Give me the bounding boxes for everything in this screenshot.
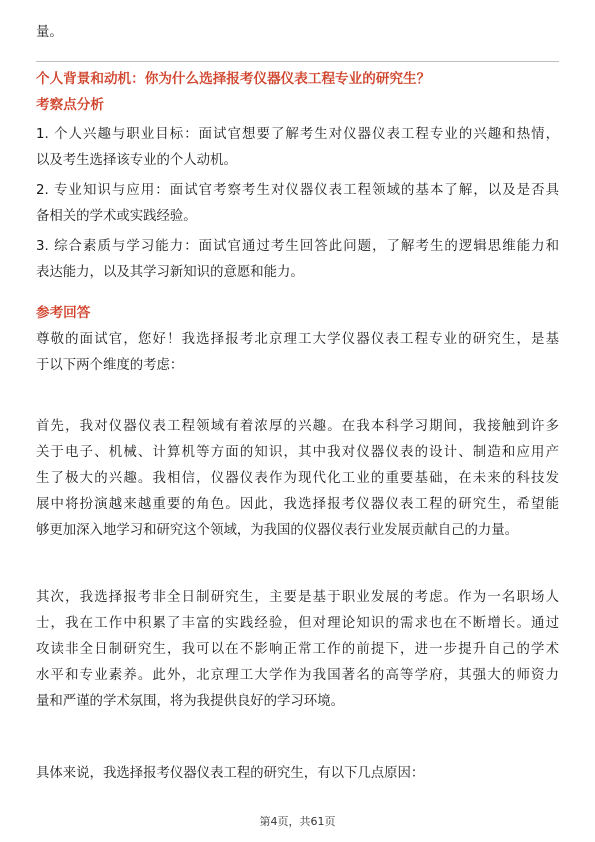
- text-line: 关于电子、机械、计算机等方面的知识，其中我对仪器仪表的设计、制造和应用产: [36, 445, 559, 460]
- text-line: 1. 个人兴趣与职业目标：面试官想要了解考生对仪器仪表工程专业的兴趣和热情，: [36, 127, 559, 142]
- page-number-footer: 第4页，共61页: [259, 815, 336, 828]
- answer-label: 参考回答: [36, 305, 91, 321]
- text-line: 具体来说，我选择报考仪器仪表工程的研究生，有以下几点原因：: [36, 766, 425, 781]
- text-line: 水平和专业素养。此外，北京理工大学作为我国著名的高等学府，其强大的师资力: [36, 668, 559, 683]
- answer-paragraph-3: [36, 585, 559, 715]
- text-line: 其次，我选择报考非全日制研究生，主要是基于职业发展的考虑。作为一名职场人: [36, 590, 559, 605]
- text-line: 表达能力，以及其学习新知识的意愿和能力。: [36, 265, 304, 280]
- text-line: 3. 综合素质与学习能力：面试官通过考生回答此问题，了解考生的逻辑思维能力和: [36, 239, 559, 254]
- text-line: 士，我在工作中积累了丰富的实践经验，但对理论知识的需求也在不断增长。通过: [36, 616, 559, 631]
- text-line: 以及考生选择该专业的个人动机。: [36, 153, 237, 168]
- text-line: 量和严谨的学术氛围，将为我提供良好的学习环境。: [36, 694, 344, 709]
- text-line: 够更加深入地学习和研究这个领域，为我国的仪器仪表行业发展贡献自己的力量。: [36, 523, 519, 538]
- text-line: 攻读非全日制研究生，我可以在不影响正常工作的前提下，进一步提升自己的学术: [36, 642, 559, 657]
- text-line: 生了极大的兴趣。我相信，仪器仪表作为现代化工业的重要基础，在未来的科技发: [36, 471, 559, 486]
- text-line: 于以下两个维度的考虑：: [36, 358, 184, 373]
- analysis-item-3: [36, 234, 559, 286]
- analysis-label: 考察点分析: [36, 97, 104, 113]
- analysis-section: [36, 93, 559, 117]
- text-line: 首先，我对仪器仪表工程领域有着浓厚的兴趣。在我本科学习期间，我接触到许多: [36, 419, 559, 434]
- section-divider: [36, 61, 559, 62]
- continued-text-fragment: 量。: [36, 25, 63, 40]
- text-line: 尊敬的面试官，您好！我选择报考北京理工大学仪器仪表工程专业的研究生，是基: [36, 332, 559, 347]
- answer-paragraph-4: [36, 761, 559, 787]
- analysis-item-1: [36, 122, 559, 174]
- text-line: 展中将扮演越来越重要的角色。因此，我选择报考仪器仪表工程的研究生，希望能: [36, 497, 559, 512]
- text-line: 备相关的学术或实践经验。: [36, 209, 197, 224]
- answer-paragraph-2: [36, 414, 559, 544]
- text-line: 2. 专业知识与应用：面试官考察考生对仪器仪表工程领域的基本了解，以及是否具: [36, 183, 559, 198]
- answer-paragraph-1: [36, 327, 559, 379]
- question-heading: 个人背景和动机：你为什么选择报考仪器仪表工程专业的研究生？: [36, 71, 431, 87]
- analysis-item-2: [36, 178, 559, 230]
- answer-section: [36, 301, 559, 325]
